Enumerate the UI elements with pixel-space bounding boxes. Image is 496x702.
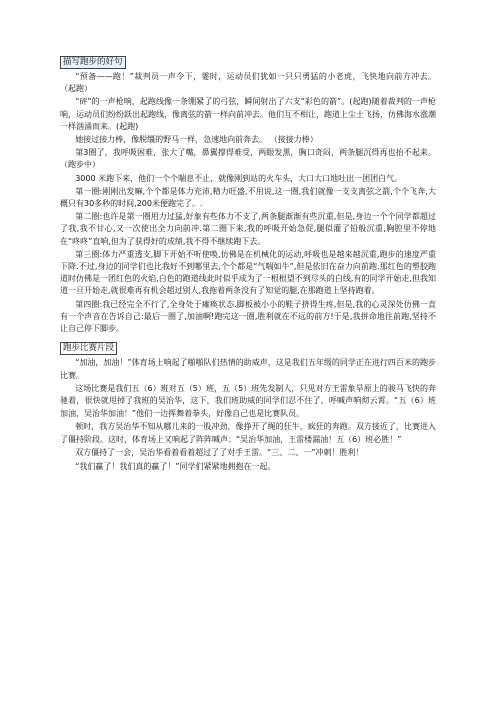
section-heading-running-sentences: 描写跑步的好句 [60, 56, 126, 69]
paragraph: “加油，加油！”体育场上响起了啪啪队们热情的助威声，这是我们五年级的同学正在进行四百米的跑步比赛。 [60, 358, 436, 380]
paragraph: 第3圈了，我呼吸困难，张大了嘴，鼻翼撑得难受，两眼发黑，胸口奇闷，两条腿沉得再也抬不起来。 （跑步中） [60, 148, 436, 170]
paragraph: 第一圈:刚刚出发嘛,个个都是体力充沛,精力旺盛,不用说,这一圈,我们就像一支支离弦之箭,个个飞奔,大概只有30多秒的时间,200米便跑完了。. [60, 186, 436, 209]
paragraph: 双方僵持了一会，吴治华看着看着超过了了对手王雷。“三、二、一”冲刺！胜利！ [75, 448, 364, 458]
paragraph: 第四圈:我已经完全不行了,全身处于瘫痪状态.脚板被小小的鞋子挤得生疼,但是,我的心灵深处仿佛一直有一个声音在告诉自己:最后一圈了,加油啊!跑完这一圈,胜利就在不远的前方!于是,我拼命地往前跑,坚持不让自己停下脚步。 [60, 299, 436, 334]
section-race-excerpt [60, 338, 436, 473]
paragraph: “我们赢了！我们真的赢了！”同学们紧紧地拥抱在一起。 [75, 461, 276, 471]
section-heading-race-excerpt: 跑步比赛片段 [60, 342, 117, 355]
paragraph: “预备——跑！”裁判员一声令下，霎时，运动员们犹如一只只勇猛的小老虎，飞快地向前方冲去。 （起跑） [60, 72, 436, 94]
paragraph: 第三圈:体力严重透支,脚下开始不听使唤,仿佛是在机械化的运动,呼吸也是越来越沉重,跑步的速度严重下降.不过,身边的同学们也比我好不到哪里去,个个都是“气喘如牛”,但是依旧在奋力向前跑.那红色的塑胶跑道时仿佛是一团红色的火焰,白色的跑道线此时似乎成为了一根根望不到尽头的白线,有的同学开始走,但我知道一旦开始走,就很难再有机会超过别人,我拖着两条没有了知觉的腿,在那跑道上坚持跑着。 [60, 249, 436, 296]
paragraph: “砰”的一声枪响，起跑线像一条绷紧了的弓弦，瞬间射出了六支“彩色的箭”。(起跑)随着裁判的一声枪响，运动员们纷纷跃出起跑线，像离弦的箭一样向前冲去。他们互不相让，跑道上尘土飞扬，仿佛海水涨潮一样汹涌而来。(起跑) [60, 97, 436, 131]
paragraph: 她接过接力棒，像脱缰的野马一样，急速地向前奔去。 （接接力棒） [75, 135, 318, 145]
document-content [60, 56, 436, 474]
paragraph: 这场比赛是我们五（6）班对五（5）班，五（5）班先发制人，只见对方王雷象旱原上的骏马飞快的奔驰着，很快就甩掉了我班的吴治华，这下，我们班助威的同学们忍不住了，呼喊声响彻云霄。“五（6）班加油，吴治华加油！”他们一边挥舞着拳头，好像自己也是比赛队员。 [60, 384, 436, 418]
section-running-sentences [60, 56, 436, 335]
paragraph: 第二圈:也许是第一圈用力过猛,好象有些体力不支了,两条腿渐渐有些沉重,但是,身边一个个同学都超过了我,我不甘心,又一次使出全力向前冲.第二圈下来,我的呼吸开始急促,腿似灌了铅般沉重,胸腔里不停地在“咚咚”直响,但为了获得好的成绩,我不得不继续跑下去。 [60, 212, 436, 246]
paragraph: 3000 米跑下来，他们一个个喘息不止，就像刚到站的火车头，大口大口地吐出一团团白气。 [75, 173, 403, 183]
paragraph: 顿时，我方吴治华不知从哪儿来的一股冲劲，像挣开了绳的狂牛，疯狂的奔跑。双方接近了，比赛进入了僵持阶段。这时，体育场上又响起了阵阵喊声：“吴治华加油，王雷楼漏油！五（6）班必胜！” [60, 422, 436, 444]
